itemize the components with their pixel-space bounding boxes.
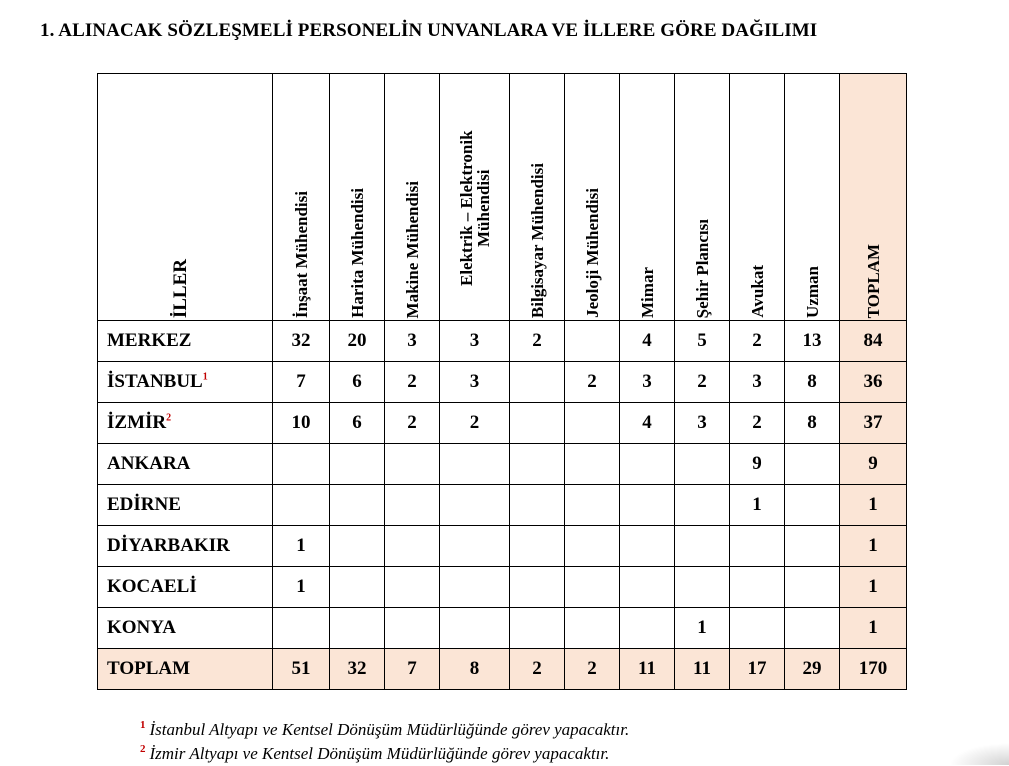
table-cell: 2 [730,321,785,362]
footnote-marker: 1 [202,371,208,383]
table-cell: 2 [565,362,620,403]
total-cell: 29 [785,649,840,690]
table-cell: 5 [675,321,730,362]
table-cell: 6 [330,362,385,403]
table-cell: 1 [840,608,907,649]
total-cell: 51 [273,649,330,690]
table-cell [273,485,330,526]
row-name: KONYA [98,608,273,649]
total-cell: 8 [440,649,510,690]
table-cell: 1 [675,608,730,649]
table-cell [565,485,620,526]
column-header-1: Harita Mühendisi [330,74,385,321]
row-name: TOPLAM [98,649,273,690]
table-cell [675,567,730,608]
row-name: İSTANBUL$^1$ [98,362,273,403]
table-row [98,526,907,567]
table-cell: 6 [330,403,385,444]
table-cell: 9 [730,444,785,485]
column-header-4: Bilgisayar Mühendisi [510,74,565,321]
table-cell: 8 [785,403,840,444]
table-cell: 32 [273,321,330,362]
table-cell: 2 [385,403,440,444]
table-cell [440,526,510,567]
table-cell [785,444,840,485]
table-cell [510,403,565,444]
table-cell: 2 [440,403,510,444]
table-cell [385,567,440,608]
table-cell [675,485,730,526]
table-cell: 3 [440,362,510,403]
table-cell [785,526,840,567]
table-cell: 37 [840,403,907,444]
table-row [98,444,907,485]
table-cell [730,608,785,649]
table-cell [510,362,565,403]
table-cell [565,567,620,608]
column-header-2: Makine Mühendisi [385,74,440,321]
table-cell [565,526,620,567]
table-row [98,403,907,444]
table-cell [785,608,840,649]
column-header-8: Avukat [730,74,785,321]
table-cell: 10 [273,403,330,444]
footnotes [140,718,629,766]
table-cell [330,444,385,485]
table-cell: 20 [330,321,385,362]
table-cell [730,567,785,608]
table-cell [565,444,620,485]
table-cell: 1 [840,567,907,608]
table-cell: 3 [675,403,730,444]
table-header-row [98,74,907,321]
table-cell: 4 [620,403,675,444]
table-cell: 3 [730,362,785,403]
table-body [98,321,907,690]
table-cell [565,321,620,362]
row-name: EDİRNE [98,485,273,526]
table-cell [330,608,385,649]
row-name: KOCAELİ [98,567,273,608]
table-cell: 1 [840,526,907,567]
total-row [98,649,907,690]
table-cell: 1 [730,485,785,526]
footnote-marker: 2 [166,412,172,424]
document-title: 1. ALINACAK SÖZLEŞMELİ PERSONELİN UNVANLARA VE İLLERE GÖRE DAĞILIMI [40,20,818,41]
total-cell: 11 [675,649,730,690]
table-cell [730,526,785,567]
table-row [98,362,907,403]
table-cell: 2 [385,362,440,403]
table-cell: 7 [273,362,330,403]
table-cell [510,444,565,485]
row-name: MERKEZ [98,321,273,362]
footnote-2: $^2$ İzmir Altyapı ve Kentsel Dönüşüm Müdürlüğünde görev yapacaktır. [140,743,610,763]
table-cell: 4 [620,321,675,362]
column-header-3: Elektrik – Elektronik Mühendisi [440,74,510,321]
table-cell: 1 [840,485,907,526]
column-header-9: Uzman [785,74,840,321]
total-cell: 2 [510,649,565,690]
table-cell [440,567,510,608]
table-cell [565,403,620,444]
footnote-1: $^1$ İstanbul Altyapı ve Kentsel Dönüşüm Müdürlüğünde görev yapacaktır. [140,719,630,739]
table-cell: 13 [785,321,840,362]
table-cell [620,608,675,649]
table-cell [510,608,565,649]
table-row [98,485,907,526]
table-cell [385,608,440,649]
column-header-7: Şehir Plancısı [675,74,730,321]
table-cell [675,526,730,567]
table-cell [330,526,385,567]
table-row [98,321,907,362]
table-cell [620,526,675,567]
table-cell [785,567,840,608]
table-cell: 8 [785,362,840,403]
table-cell [510,567,565,608]
table-cell: 2 [675,362,730,403]
table-cell: 3 [440,321,510,362]
table-cell [620,567,675,608]
column-header-5: Jeoloji Mühendisi [565,74,620,321]
row-name: DİYARBAKIR [98,526,273,567]
table-cell [330,567,385,608]
table-cell: 2 [510,321,565,362]
total-cell: 11 [620,649,675,690]
table-cell [510,485,565,526]
table-cell: 1 [273,567,330,608]
table-cell [440,608,510,649]
column-header-6: Mimar [620,74,675,321]
table-cell [385,526,440,567]
table-cell [440,444,510,485]
table-cell: 2 [730,403,785,444]
table-cell [785,485,840,526]
table-cell: 3 [620,362,675,403]
column-header-iller: İLLER [98,74,273,321]
total-cell: 32 [330,649,385,690]
table-cell [385,444,440,485]
table-cell [440,485,510,526]
total-cell: 170 [840,649,907,690]
table-cell [565,608,620,649]
table-cell [330,485,385,526]
table-cell: 84 [840,321,907,362]
column-header-10: TOPLAM [840,74,907,321]
row-name: ANKARA [98,444,273,485]
table-cell: 1 [273,526,330,567]
total-cell: 7 [385,649,440,690]
total-cell: 2 [565,649,620,690]
table-cell [620,485,675,526]
table-cell [510,526,565,567]
table-cell: 36 [840,362,907,403]
table-cell [385,485,440,526]
table-cell: 9 [840,444,907,485]
table-cell [675,444,730,485]
table-cell [620,444,675,485]
page-corner-shadow [949,743,1009,765]
column-header-0: İnşaat Mühendisi [273,74,330,321]
distribution-table [97,73,907,690]
table-cell [273,444,330,485]
table-row [98,567,907,608]
total-cell: 17 [730,649,785,690]
row-name: İZMİR$^2$ [98,403,273,444]
table-cell: 3 [385,321,440,362]
table-cell [273,608,330,649]
table-row [98,608,907,649]
